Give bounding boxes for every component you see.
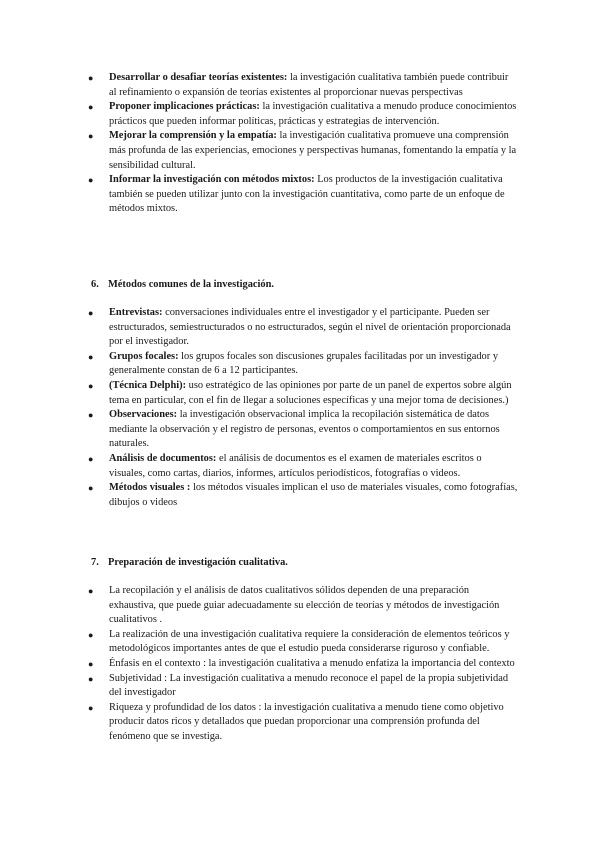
- bullet-icon: ●: [88, 483, 94, 494]
- section-7-list: [0, 584, 600, 745]
- section-6-heading: [91, 278, 274, 293]
- list-item: ● (Técnica Delphi): uso estratégico de las opiniones por parte de un panel de expertos sobre algún tema en particular, con el fin de llegar a soluciones específicas y una mejor toma de decisiones.): [88, 379, 512, 406]
- list-item: ● Entrevistas: conversaciones individuales entre el investigador y el participante. Pueden ser estructurados, semiestructurados o no estructurados, según el nivel de orientación proporcionada por el investigador.: [88, 307, 511, 348]
- bullet-icon: ●: [88, 175, 94, 186]
- bullet-icon: ●: [88, 102, 94, 113]
- list-item: ● Análisis de documentos: el análisis de documentos es el examen de materiales escritos o visuales, como cartas, diarios, informes, artículos periodísticos, fotografías o videos.: [88, 452, 482, 479]
- bullet-icon: ●: [88, 453, 94, 464]
- bullet-icon: ●: [88, 308, 94, 318]
- section-7-heading: [91, 556, 288, 571]
- bullet-icon: ●: [88, 131, 94, 142]
- list-item: ● Énfasis en el contexto : la investigación cualitativa a menudo enfatiza la importancia del contexto: [0, 657, 600, 672]
- list-item: ● Grupos focales: los grupos focales son discusiones grupales facilitadas por un investigador y generalmente constan de 6 a 12 participantes.: [88, 350, 499, 377]
- list-item: ● Informar la investigación con métodos mixtos: Los productos de la investigación cualitativa también se pueden utilizar junto con la investigación cuantitativa, como parte de un enfoque de métodos mixtos.: [88, 174, 505, 215]
- list-item: ● Observaciones: la investigación observacional implica la recopilación sistemática de datos mediante la observación y el registro de personas, eventos o comportamientos en sus entornos naturales.: [88, 409, 500, 450]
- list-item: ● Subjetividad : La investigación cualitativa a menudo reconoce el papel de la propia subjetividad del investigador: [88, 672, 509, 699]
- section-number: 6.: [91, 279, 99, 290]
- bullet-icon: ●: [88, 410, 94, 421]
- bullet-icon: ●: [88, 629, 94, 640]
- section-title: Métodos comunes de la investigación.: [108, 279, 274, 290]
- section-number: 7.: [91, 557, 99, 568]
- section-title: Preparación de investigación cualitativa.: [108, 557, 288, 568]
- list-item: ● La recopilación y el análisis de datos cualitativos sólidos dependen de una preparación exhaustiva, que puede guiar adecuadamente su elección de teorías y métodos de investigación cualitativos .: [88, 585, 500, 626]
- bullet-icon: ●: [88, 380, 94, 391]
- section-6-list: [0, 306, 600, 510]
- bullet-icon: ●: [88, 673, 94, 684]
- bullet-icon: ●: [88, 586, 94, 596]
- bullet-icon: ●: [88, 351, 94, 362]
- bullet-icon: ●: [88, 658, 94, 669]
- bullet-icon: ●: [88, 702, 94, 713]
- list-item: ● Métodos visuales : los métodos visuales implican el uso de materiales visuales, como fotografías, dibujos o videos: [88, 482, 518, 508]
- list-item: ● Desarrollar o desafiar teorías existentes: la investigación cualitativa también puede contribuir al refinamiento o expansión de teorías existentes al proporcionar nuevas perspectivas: [88, 72, 509, 98]
- list-item: ● La realización de una investigación cualitativa requiere la consideración de elementos teóricos y metodológicos importantes antes de que el estudio pueda considerarse riguroso y confiable.: [88, 628, 510, 655]
- list-item: ● Mejorar la comprensión y la empatía: la investigación cualitativa promueve una comprensión más profunda de las experiencias, emociones y perspectivas humanas, fomentando la empatía y la sensibilidad cultural.: [88, 130, 517, 171]
- list-item: ● Riqueza y profundidad de los datos : la investigación cualitativa a menudo tiene como objetivo producir datos ricos y detallados que puedan proporcionar una comprensión profunda del fenómeno que se investiga.: [88, 701, 504, 742]
- list-item: ● Proponer implicaciones prácticas: la investigación cualitativa a menudo produce conocimientos prácticos que pueden informar políticas, prácticas y estrategias de intervención.: [88, 101, 517, 127]
- intro-list: [0, 71, 600, 217]
- bullet-icon: ●: [88, 73, 94, 83]
